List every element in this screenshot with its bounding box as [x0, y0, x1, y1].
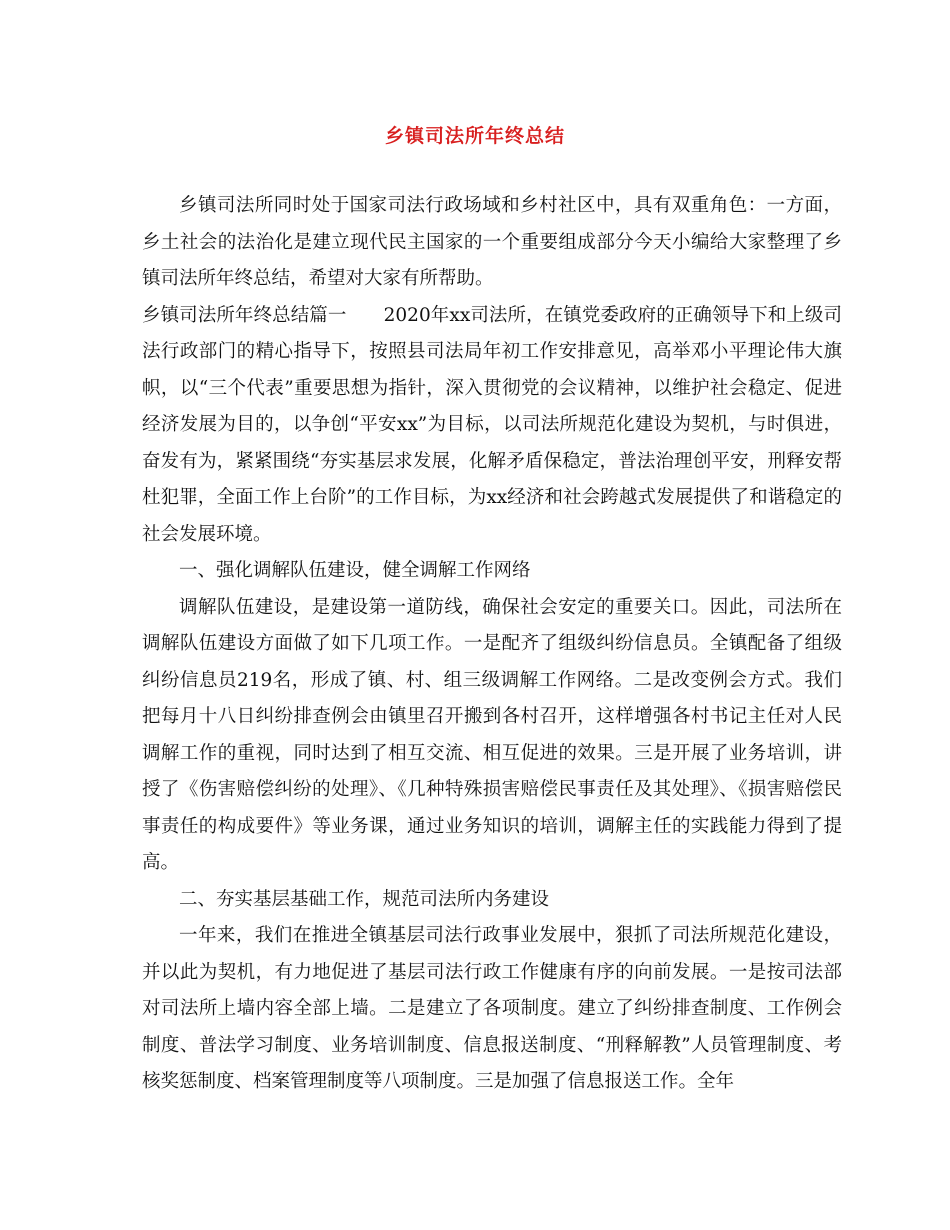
document-body: [142, 188, 842, 1101]
document-title: 乡镇司法所年终总结: [384, 125, 565, 147]
heading-two: 二、夯实基层基础工作，规范司法所内务建设: [179, 888, 550, 910]
paragraph-grassroots: 一年来，我们在推进全镇基层司法行政事业发展中，狠抓了司法所规范化建设，并以此为契机，有力地促进了基层司法行政工作健康有序的向前发展。一是按司法部对司法所上墙内容全部上墙。二是建立了各项制度。建立了纠纷排查制度、工作例会制度、普法学习制度、业务培训制度、信息报送制度、“刑释解教”人员管理制度、考核奖惩制度、档案管理制度等八项制度。三是加强了信息报送工作。全年: [142, 925, 842, 1092]
heading-one: 一、强化调解队伍建设，健全调解工作网络: [179, 560, 531, 581]
paragraph-mediation: 调解队伍建设，是建设第一道防线，确保社会安定的重要关口。因此，司法所在调解队伍建设方面做了如下几项工作。一是配齐了组级纠纷信息员。全镇配备了组级纠纷信息员219名，形成了镇、村、组三级调解工作网络。二是改变例会方式。我们把每月十八日纠纷排查例会由镇里召开搬到各村召开，这样增强各村书记主任对人民调解工作的重视，同时达到了相互交流、相互促进的效果。三是开展了业务培训，讲授了《伤害赔偿纠纷的处理》、《几种特殊损害赔偿民事责任及其处理》、《损害赔偿民事责任的构成要件》等业务课，通过业务知识的培训，调解主任的实践能力得到了提高。: [142, 596, 842, 873]
section-intro-paragraph: 乡镇司法所年终总结篇一 2020年xx司法所，在镇党委政府的正确领导下和上级司法行政部门的精心指导下，按照县司法局年初工作安排意见，高举邓小平理论伟大旗帜，以“三个代表”重要思想为指针，深入贯彻党的会议精神，以维护社会稳定、促进经济发展为目的，以争创“平安xx”为目标，以司法所规范化建设为契机，与时俱进，奋发有为，紧紧围绕“夯实基层求发展，化解矛盾保稳定，普法治理创平安，刑释安帮杜犯罪，全面工作上台阶”的工作目标，为xx经济和社会跨越式发展提供了和谐稳定的社会发展环境。: [142, 304, 842, 545]
intro-paragraph: 乡镇司法所同时处于国家司法行政场域和乡村社区中，具有双重角色：一方面，乡土社会的法治化是建立现代民主国家的一个重要组成部分今天小编给大家整理了乡镇司法所年终总结，希望对大家有所帮助。: [142, 195, 842, 289]
